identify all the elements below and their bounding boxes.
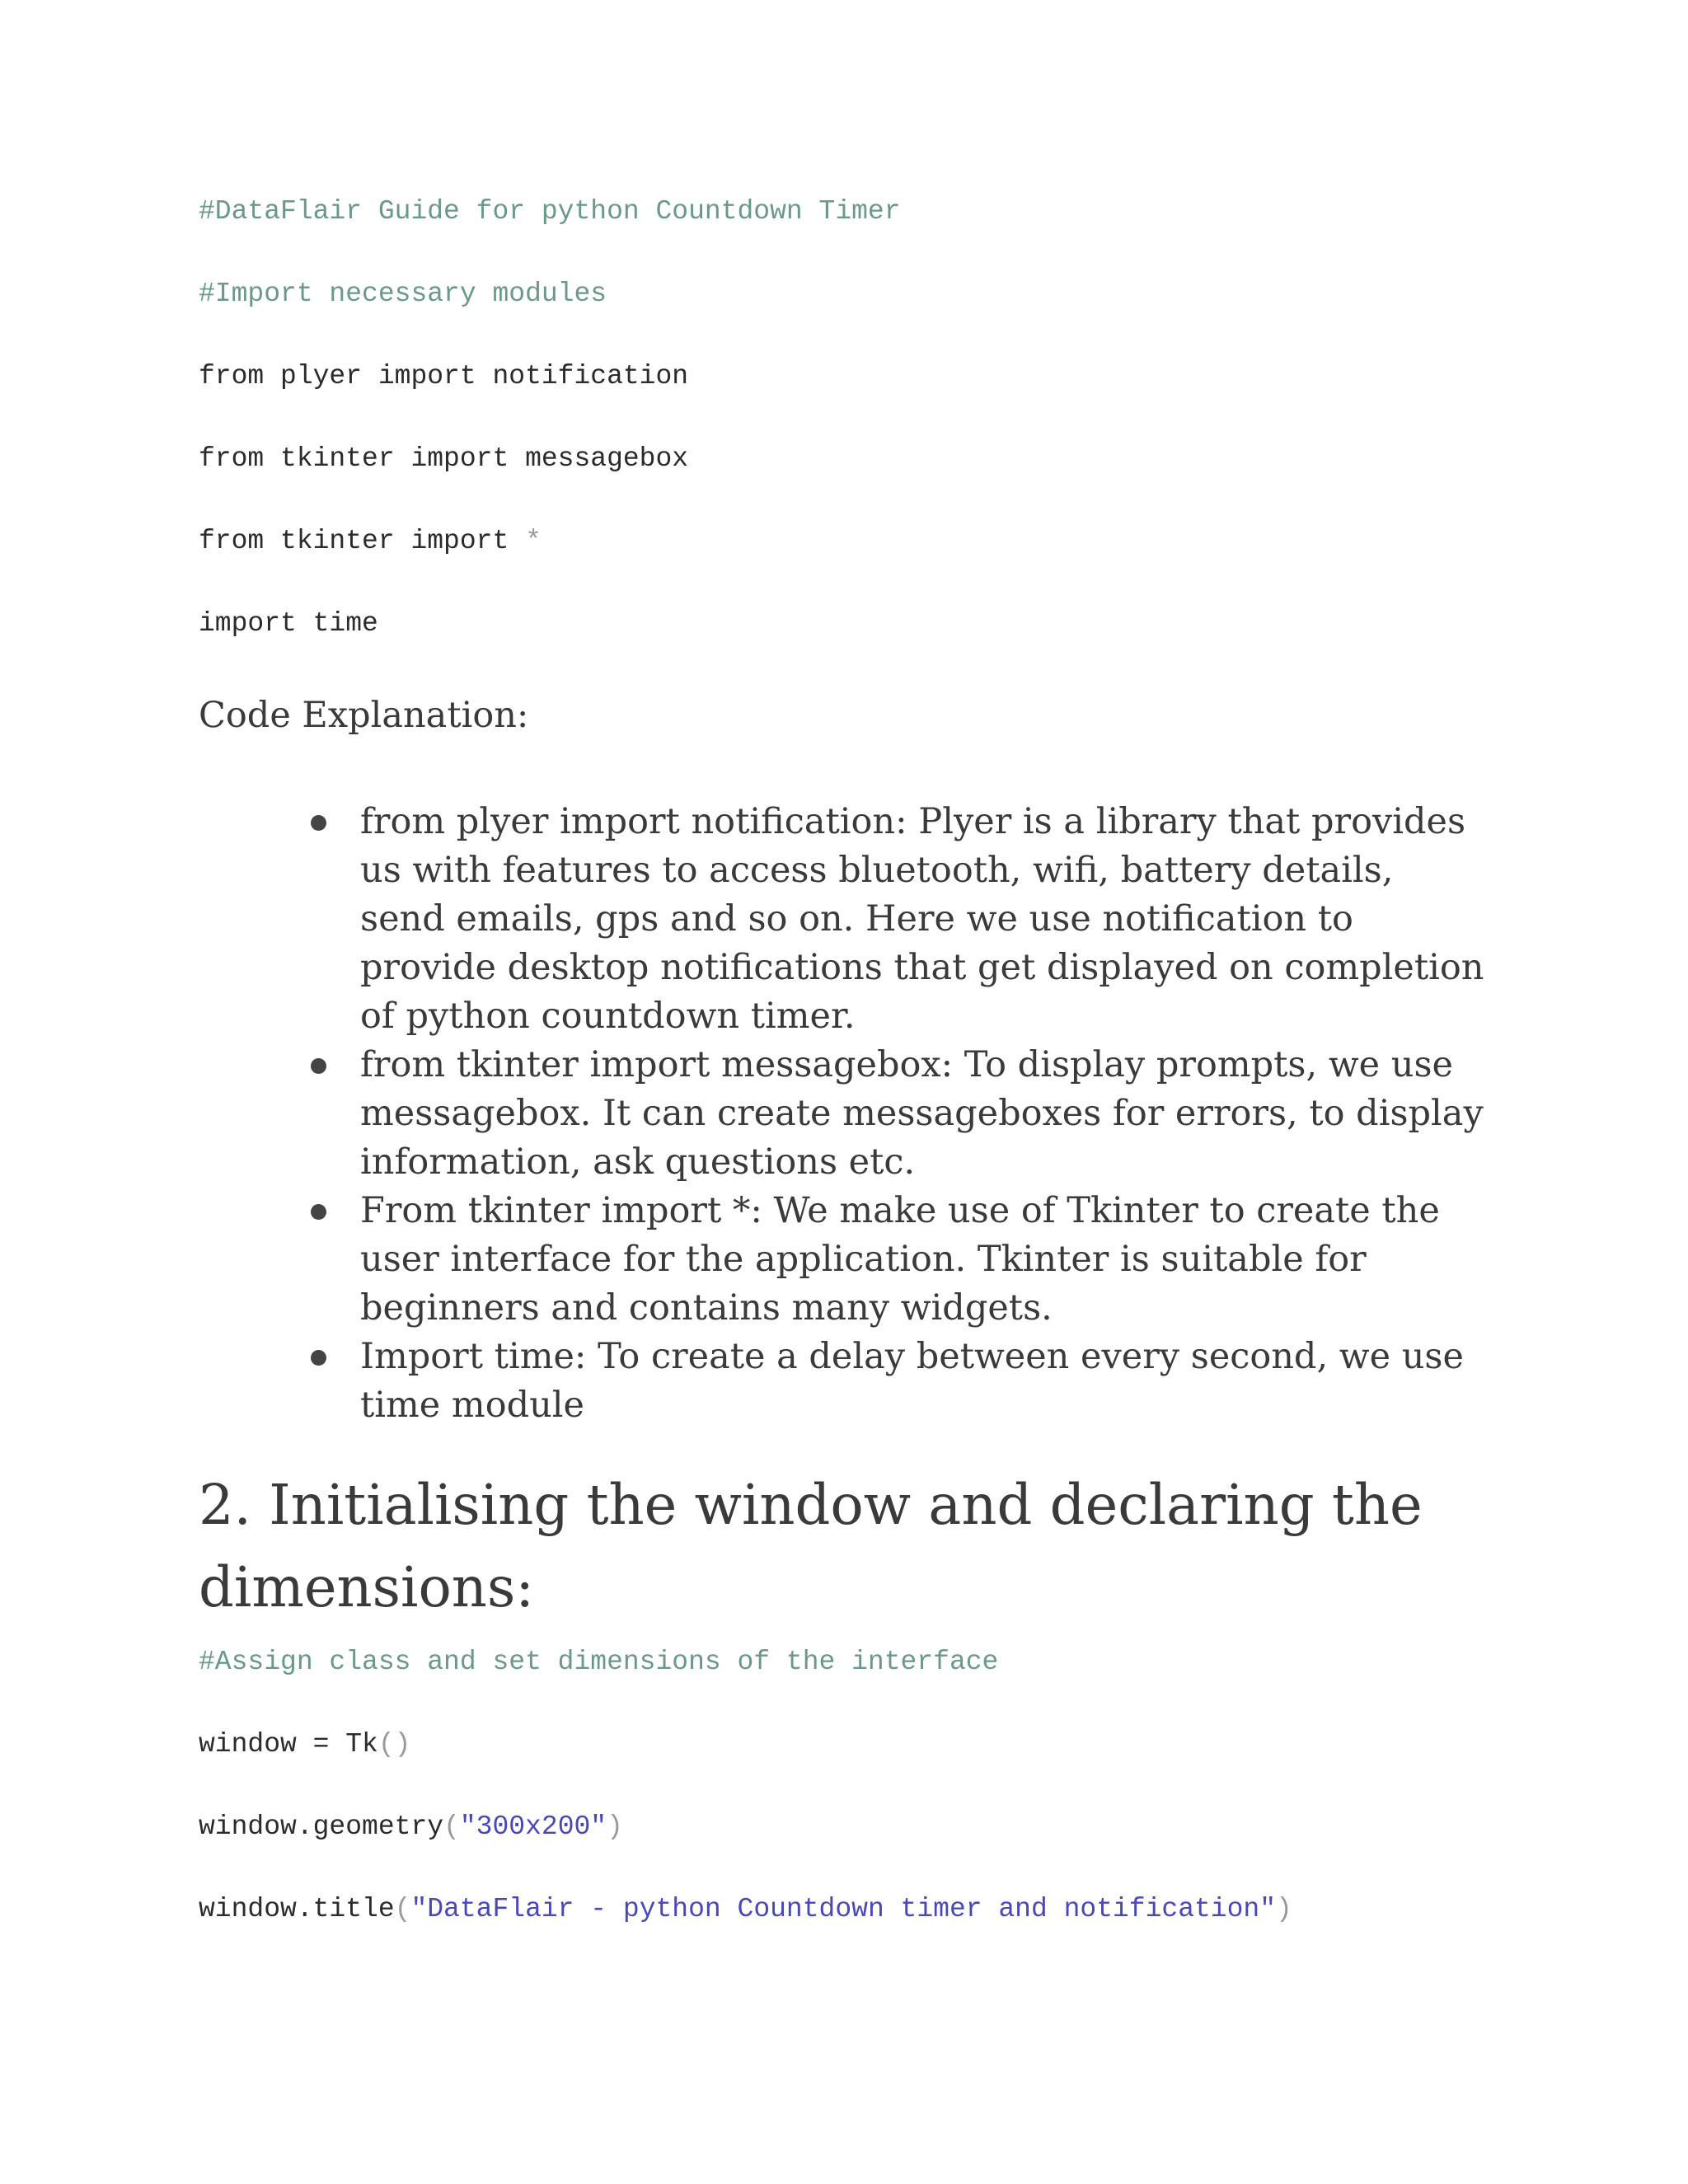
code-explanation-label: Code Explanation:	[199, 695, 529, 736]
code-token-string: "DataFlair - python Countdown timer and notification"	[410, 1894, 1277, 1924]
list-item-text: from plyer import notification: Plyer is a library that provides us with features to access bluetooth, wifi, battery details, send emails, gps and so on. Here we use notification to provide desktop notifications that get displayed on completion of python countdown timer.	[360, 801, 1484, 1037]
code-token-close-paren: )	[607, 1811, 623, 1842]
code-token-import: from tkinter import	[199, 526, 526, 556]
section-heading: 2. Initialising the window and declaring the dimensions:	[199, 1473, 1423, 1619]
list-item	[199, 1333, 1484, 1430]
code-line-messagebox: from tkinter import messagebox	[199, 443, 689, 474]
code-token-open-paren: (	[394, 1894, 411, 1924]
explanation-list	[199, 798, 1484, 1430]
code-token-title: window.title	[199, 1894, 395, 1924]
code-token-open-paren: (	[443, 1811, 460, 1842]
code-token-geometry: window.geometry	[199, 1811, 444, 1842]
code-line-geometry	[199, 1811, 623, 1844]
bullet-icon	[311, 1204, 326, 1220]
code-line-title	[199, 1893, 1292, 1926]
code-line-tkinter-star	[199, 525, 542, 558]
list-item	[199, 1187, 1484, 1333]
list-item	[199, 798, 1484, 1041]
code-line-tk	[199, 1728, 410, 1761]
bullet-icon	[311, 1350, 326, 1366]
list-item	[199, 1041, 1484, 1187]
list-item-text: from tkinter import messagebox: To display prompts, we use messagebox. It can create messageboxes for errors, to display information, ask questions etc.	[360, 1044, 1484, 1183]
list-item-text: Import time: To create a delay between every second, we use time module	[360, 1336, 1464, 1426]
code-token-close-paren: )	[1276, 1894, 1292, 1924]
list-item-text: From tkinter import *: We make use of Tkinter to create the user interface for the application. Tkinter is suitable for beginners and contains many widgets.	[360, 1190, 1440, 1329]
code-comment-title: #DataFlair Guide for python Countdown Timer	[199, 196, 901, 227]
code-token-parens: ()	[377, 1729, 411, 1760]
code-line-notification: from plyer import notification	[199, 361, 689, 391]
code-line-time: import time	[199, 608, 378, 639]
code-comment-assign: #Assign class and set dimensions of the interface	[199, 1647, 999, 1677]
bullet-icon	[311, 815, 326, 831]
bullet-icon	[311, 1058, 326, 1074]
code-token-tk: window = Tk	[199, 1729, 378, 1760]
code-token-star: *	[525, 526, 542, 556]
code-token-string: "300x200"	[459, 1811, 607, 1842]
code-comment-imports: #Import necessary modules	[199, 279, 607, 309]
